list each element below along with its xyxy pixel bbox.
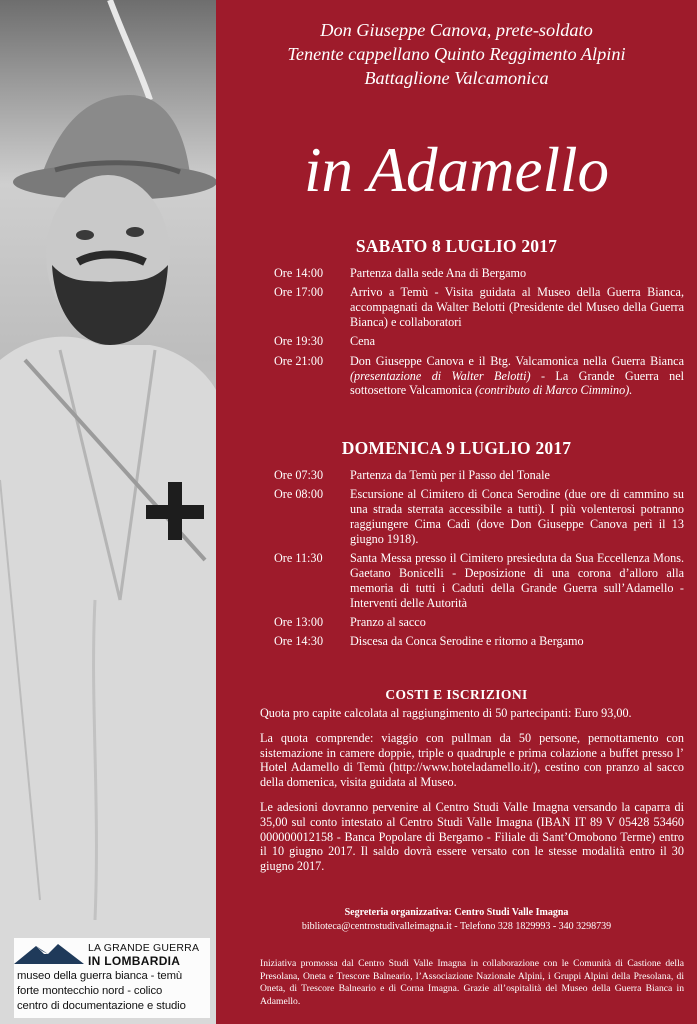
logo-line-1: LA GRANDE GUERRA — [88, 942, 200, 954]
logo-sub-1: museo della guerra bianca - temù — [17, 970, 183, 982]
logo-sub-3: centro di documentazione e studio — [17, 1000, 186, 1012]
schedule-time: Ore 14:30 — [274, 634, 324, 649]
schedule-desc — [350, 354, 684, 398]
schedule-time: Ore 13:00 — [274, 614, 324, 629]
schedule-desc: Partenza dalla sede Ana di Bergamo — [350, 266, 527, 280]
costs-title: COSTI E ISCRIZIONI — [385, 687, 528, 702]
coat-shape — [0, 337, 216, 1024]
portrait-photo — [0, 0, 216, 1024]
schedule-row — [274, 285, 684, 329]
schedule-time: Ore 14:00 — [274, 266, 324, 280]
schedule-row — [274, 468, 684, 483]
portrait-illustration — [0, 0, 216, 1024]
header — [216, 18, 697, 90]
schedule-row — [274, 487, 684, 546]
logo-line-2: IN LOMBARDIA — [88, 954, 181, 968]
schedule-time: Ore 08:00 — [274, 487, 324, 502]
schedule-time: Ore 07:30 — [274, 468, 324, 482]
desc-part: Don Giuseppe Canova e il Btg. Valcamonica nella Guerra Bianca — [350, 353, 684, 368]
schedule-desc: Discesa da Conca Serodine e ritorno a Bergamo — [350, 634, 584, 649]
schedule-row — [274, 634, 684, 649]
schedule-desc: Arrivo a Temù - Visita guidata al Museo della Guerra Bianca, accompagnati da Walter Belotti (Presidente del Museo della Guerra Bianca) e collaboratori — [350, 285, 684, 329]
content-panel — [216, 0, 697, 1024]
schedule-desc: Escursione al Cimitero di Conca Serodine (due ore di cammino su una strada sterrata accessibile a tutti). I più volenterosi potranno raggiungere Cima Cadì (dove Don Giuseppe Canova perì il 13 giugno 1918). — [350, 487, 684, 546]
schedule-row — [274, 266, 684, 281]
schedule-desc: Pranzo al sacco — [350, 614, 426, 629]
secretariat-contact: biblioteca@centrostudivalleimagna.it - Telefono 328 1829993 - 340 3298739 — [301, 921, 612, 932]
mountain-logo-icon — [14, 942, 84, 964]
schedule-time: Ore 19:30 — [274, 334, 324, 349]
schedule-time: Ore 11:30 — [274, 551, 323, 566]
logo-sub-2: forte montecchio nord - colico — [17, 985, 163, 997]
schedule-time: Ore 21:00 — [274, 353, 324, 368]
desc-part: - La Grande Guerra nel sottosettore Valcamonica — [350, 368, 685, 398]
day1-title: SABATO 8 LUGLIO 2017 — [355, 236, 558, 256]
desc-italic: (contributo di Marco Cimmino). — [475, 383, 633, 398]
day2-schedule — [274, 468, 684, 654]
costs-paragraph: La quota comprende: viaggio con pullman da 50 persone, pernottamento con sistemazione in camere doppie, triple o quadruple e prima colazione a buffet presso l’ Hotel Adamello di Temù (http://www.hoteladamello.it/), cestino con pranzo al sacco della domenica, visita guidata al Museo. — [260, 730, 684, 790]
main-title: in Adamello — [303, 135, 610, 205]
secretariat — [216, 906, 697, 934]
costs-paragraph: Le adesioni dovranno pervenire al Centro Studi Valle Imagna versando la caparra di 35,00 sul conto intestato al Centro Studi Valle Imagna (IBAN IT 89 V 05428 53460 000000012158 - Banca Popolare di Bergamo - Filiale di Sant’Omobono Terme) entro il 10 giugno 2017. Il saldo dovrà essere versato con le stesse modalità entro il 30 giugno 2017. — [260, 799, 684, 874]
costs-paragraph: Quota pro capite calcolata al raggiungimento di 50 partecipanti: Euro 93,00. — [260, 706, 632, 720]
schedule-desc: Santa Messa presso il Cimitero presieduta da Sua Eccellenza Mons. Gaetano Bonicelli - Deposizione di una corona d’alloro alla memoria di tutti i Caduti della Grande Guerra sull’Adamello - Interventi delle Autorità — [350, 551, 684, 610]
day2-title: DOMENICA 9 LUGLIO 2017 — [341, 438, 572, 458]
secretariat-label: Segreteria organizzativa: Centro Studi Valle Imagna — [344, 907, 569, 918]
feather-shape — [110, 0, 150, 100]
schedule-time: Ore 17:00 — [274, 285, 324, 300]
schedule-row — [274, 334, 684, 349]
footer-note: Iniziativa promossa dal Centro Studi Valle Imagna in collaborazione con le Comunità di Castione della Presolana, Oneta e Trescore Balneario, l’Associazione Nazionale Alpini, i Gruppi Alpini della Presolana, di Oneta, di Trescore Balneario e di Corna Imagna. Grazie all’ospitalità del Museo della Guerra Bianca in Adamello. — [260, 958, 684, 1007]
schedule-row — [274, 615, 684, 630]
schedule-row — [274, 354, 684, 398]
header-line-3: Battaglione Valcamonica — [364, 68, 549, 88]
logo-box — [14, 938, 210, 1018]
desc-italic: (presentazione di Walter Belotti) — [350, 368, 531, 383]
header-line-2: Tenente cappellano Quinto Reggimento Alpini — [287, 44, 626, 64]
header-line-1: Don Giuseppe Canova, prete-soldato — [320, 20, 593, 40]
schedule-desc: Partenza da Temù per il Passo del Tonale — [350, 468, 550, 482]
schedule-desc: Cena — [350, 334, 376, 349]
day1-schedule — [274, 266, 684, 403]
costs-section — [260, 706, 684, 884]
schedule-row — [274, 551, 684, 610]
